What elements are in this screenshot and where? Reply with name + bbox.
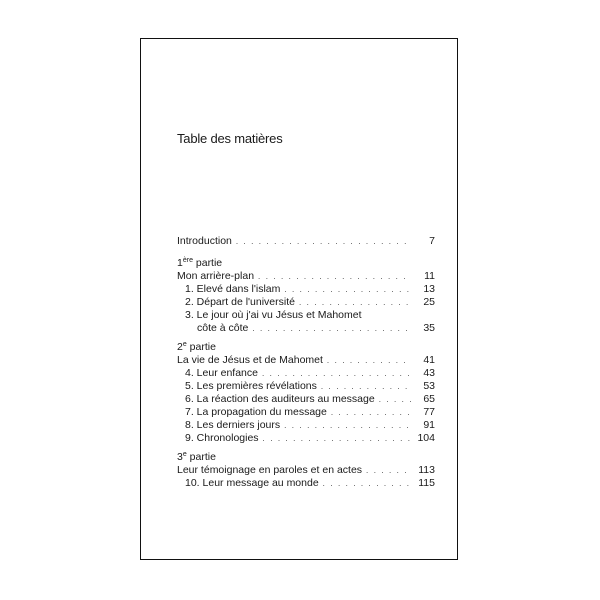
dot-leader	[284, 285, 411, 295]
part-word: partie	[192, 257, 223, 269]
toc-entry-page: 11	[424, 270, 435, 282]
toc-entry-page: 7	[429, 235, 435, 247]
toc-chapter	[177, 419, 435, 432]
dot-leader	[258, 272, 411, 282]
toc-entry-label: 9. Chronologies	[185, 432, 259, 444]
toc-entry-label: Introduction	[177, 235, 232, 247]
part-word: partie	[186, 451, 216, 463]
part-number: 2	[177, 341, 183, 353]
dot-leader	[366, 466, 411, 476]
toc-entry-page: 53	[423, 380, 435, 392]
toc-entry-page: 25	[423, 296, 435, 308]
toc-entry-label: 1. Elevé dans l'islam	[185, 283, 281, 295]
toc-entry-page: 91	[423, 419, 435, 431]
toc-chapter	[177, 406, 435, 419]
dot-leader	[323, 479, 411, 489]
part-number-suffix: ère	[182, 257, 193, 264]
dot-leader	[252, 324, 411, 334]
toc-entry-label: 4. Leur enfance	[185, 367, 258, 379]
part-number: 3	[177, 451, 183, 463]
toc-chapter	[177, 477, 435, 490]
toc-entry-label: 5. Les premières révélations	[185, 380, 317, 392]
toc-entry-page: 77	[423, 406, 435, 418]
toc-entry-label: 3. Le jour où j'ai vu Jésus et Mahomet	[185, 309, 362, 321]
dot-leader	[331, 408, 411, 418]
dot-leader	[284, 421, 411, 431]
part-number-suffix: e	[182, 451, 187, 458]
part-word: partie	[186, 341, 216, 353]
toc-entry-introduction	[177, 235, 435, 248]
toc-entry-label: La vie de Jésus et de Mahomet	[177, 354, 323, 366]
toc-entry-page: 115	[418, 477, 435, 489]
book-page	[140, 38, 458, 560]
table-of-contents	[177, 235, 435, 490]
part-number-suffix: e	[182, 341, 187, 348]
dot-leader	[236, 237, 411, 247]
dot-leader	[379, 395, 411, 405]
toc-entry-label: 8. Les derniers jours	[185, 419, 281, 431]
dot-leader	[321, 382, 411, 392]
toc-part-title	[177, 270, 435, 283]
toc-entry-page: 65	[423, 393, 435, 405]
toc-part-title	[177, 464, 435, 477]
part-heading-2	[177, 341, 435, 354]
toc-chapter-line2	[177, 322, 435, 335]
toc-entry-label-continued: côte à côte	[197, 322, 249, 334]
part-heading-3	[177, 451, 435, 464]
toc-entry-label: Leur témoignage en paroles et en actes	[177, 464, 363, 476]
dot-leader	[263, 434, 411, 444]
toc-entry-label: Mon arrière-plan	[177, 270, 255, 282]
toc-entry-page: 13	[423, 283, 435, 295]
toc-entry-page: 43	[423, 367, 435, 379]
toc-chapter	[177, 367, 435, 380]
toc-entry-page: 35	[423, 322, 435, 334]
toc-chapter	[177, 432, 435, 445]
toc-entry-label: 7. La propagation du message	[185, 406, 327, 418]
toc-entry-label: 10. Leur message au monde	[185, 477, 319, 489]
part-number: 1	[177, 257, 183, 269]
toc-entry-label: 2. Départ de l'université	[185, 296, 295, 308]
toc-chapter	[177, 296, 435, 309]
toc-chapter	[177, 283, 435, 296]
toc-chapter-line1	[177, 309, 435, 322]
part-heading-1	[177, 257, 435, 270]
dot-leader	[299, 298, 411, 308]
dot-leader	[327, 356, 411, 366]
page-title: Table des matières	[177, 131, 283, 146]
toc-chapter	[177, 380, 435, 393]
toc-entry-page: 113	[418, 464, 435, 476]
toc-entry-label: 6. La réaction des auditeurs au message	[185, 393, 375, 405]
dot-leader	[262, 369, 411, 379]
toc-chapter	[177, 393, 435, 406]
toc-part-title	[177, 354, 435, 367]
toc-entry-page: 41	[423, 354, 435, 366]
toc-entry-page: 104	[417, 432, 435, 444]
